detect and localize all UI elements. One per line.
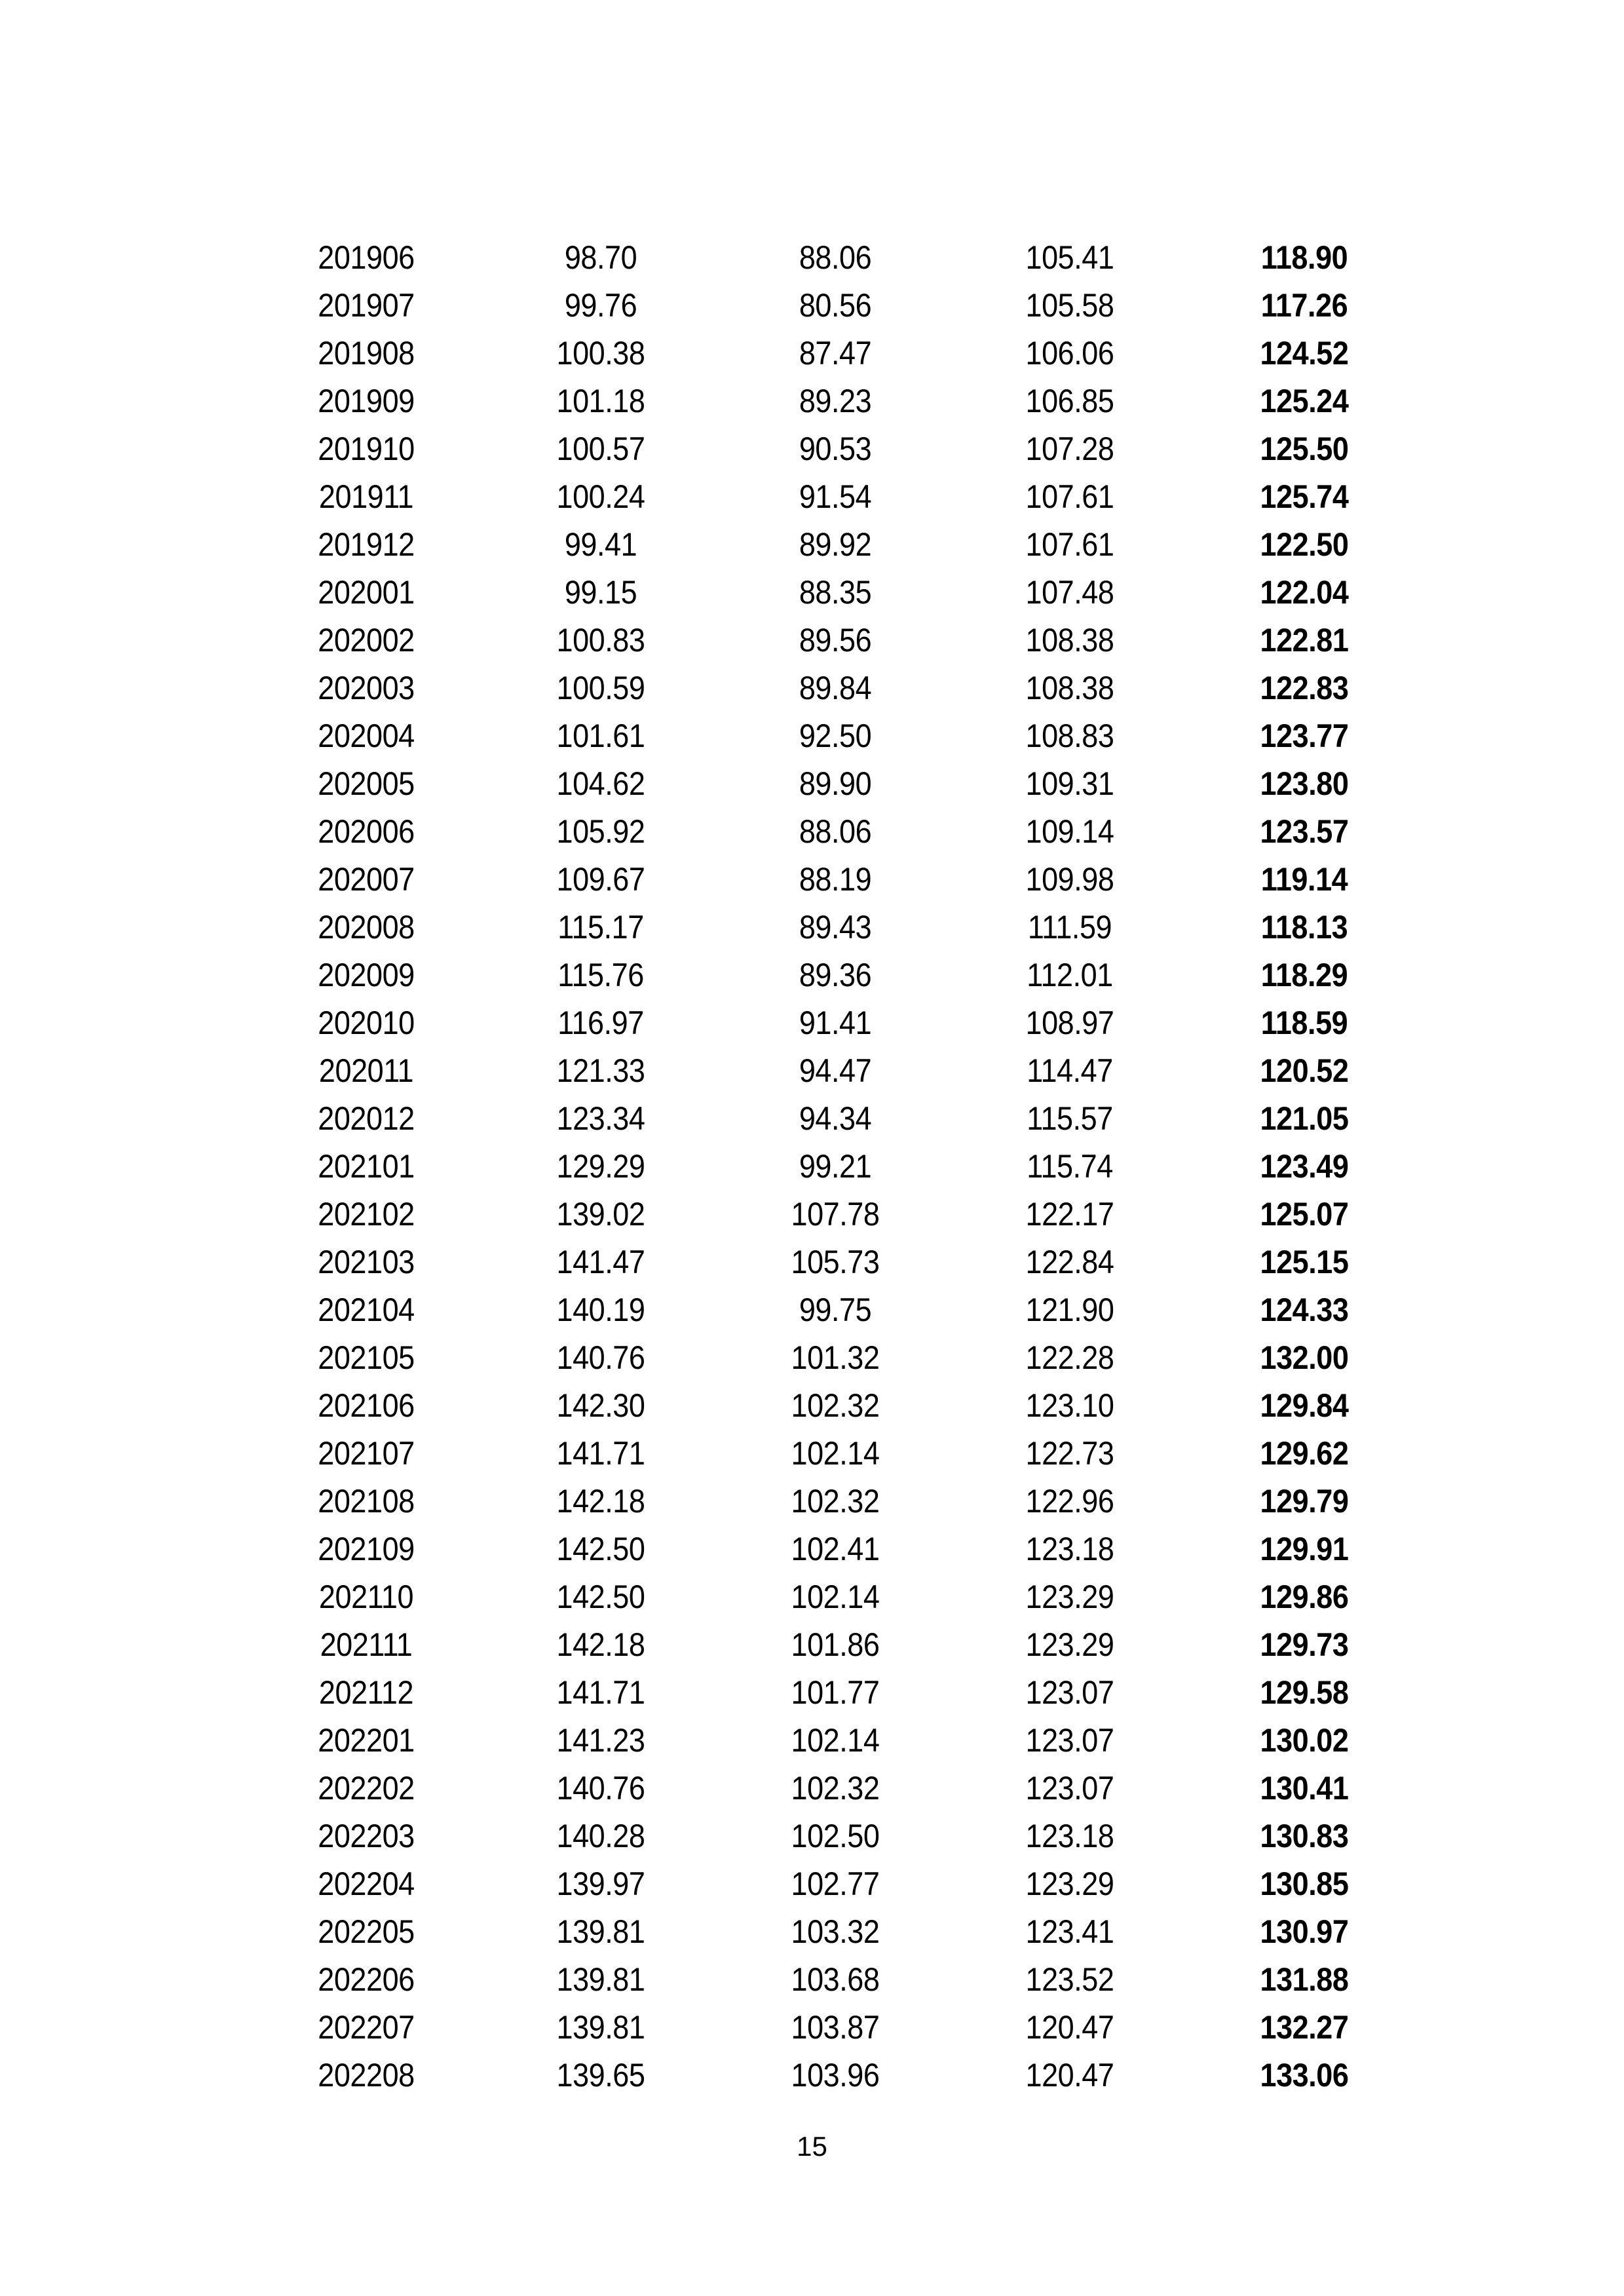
cell-value-3: 108.97: [1025, 1004, 1114, 1041]
cell-value-2: 102.50: [791, 1818, 880, 1854]
cell-value-1: 123.34: [556, 1100, 645, 1137]
cell-value-3: 109.14: [1025, 813, 1114, 850]
cell-value-3: 123.29: [1025, 1626, 1114, 1663]
cell-value-1: 115.17: [557, 909, 644, 946]
cell-value-4-bold: 125.15: [1260, 1244, 1349, 1280]
cell-value-3: 120.47: [1025, 2057, 1114, 2094]
table-row: [249, 1573, 1422, 1621]
cell-value-1: 100.83: [556, 622, 645, 659]
cell-value-1: 105.92: [556, 813, 645, 850]
cell-value-4-bold: 132.27: [1260, 2009, 1349, 2046]
table-row: [249, 1191, 1422, 1238]
cell-value-2: 88.06: [799, 813, 872, 850]
table-row: [249, 1478, 1422, 1525]
cell-value-3: 109.98: [1025, 861, 1114, 898]
cell-value-2: 102.14: [791, 1435, 880, 1472]
cell-period: 202104: [318, 1292, 415, 1328]
cell-value-2: 107.78: [791, 1196, 880, 1233]
table-row: [249, 1382, 1422, 1430]
cell-period: 202106: [318, 1387, 415, 1424]
cell-period: 201908: [318, 335, 415, 372]
cell-value-3: 114.47: [1027, 1052, 1113, 1089]
cell-period: 202107: [318, 1435, 415, 1472]
cell-value-3: 121.90: [1025, 1292, 1114, 1328]
cell-value-2: 103.87: [791, 2009, 880, 2046]
cell-value-3: 107.61: [1025, 478, 1114, 515]
cell-value-3: 115.74: [1027, 1148, 1113, 1185]
table-row: [249, 712, 1422, 760]
table-row: [249, 1334, 1422, 1382]
cell-value-2: 101.77: [791, 1674, 880, 1711]
cell-period: 202201: [318, 1722, 415, 1759]
cell-value-2: 94.34: [799, 1100, 872, 1137]
table-row: [249, 473, 1422, 521]
cell-value-3: 108.83: [1025, 718, 1114, 754]
table-row: [249, 2052, 1422, 2099]
cell-period: 202001: [318, 574, 415, 611]
cell-value-4-bold: 129.62: [1260, 1435, 1349, 1472]
cell-value-4-bold: 129.79: [1260, 1483, 1349, 1520]
table-row: [249, 808, 1422, 856]
cell-value-4-bold: 123.49: [1260, 1148, 1349, 1185]
cell-period: 202108: [318, 1483, 415, 1520]
cell-period: 202011: [318, 1052, 414, 1089]
cell-value-3: 123.18: [1025, 1818, 1114, 1854]
cell-period: 201912: [318, 526, 415, 563]
cell-value-3: 106.85: [1025, 383, 1114, 419]
cell-period: 202110: [318, 1578, 414, 1615]
cell-value-2: 88.35: [799, 574, 872, 611]
cell-value-2: 102.14: [791, 1722, 880, 1759]
cell-value-2: 87.47: [799, 335, 872, 372]
cell-value-2: 89.23: [799, 383, 872, 419]
cell-value-4-bold: 124.52: [1260, 335, 1349, 372]
table-row: [249, 377, 1422, 425]
cell-period: 202010: [318, 1004, 415, 1041]
cell-value-1: 142.50: [556, 1578, 645, 1615]
cell-period: 202009: [318, 957, 415, 993]
cell-value-2: 89.92: [799, 526, 872, 563]
cell-value-2: 92.50: [799, 718, 872, 754]
cell-value-3: 123.07: [1025, 1770, 1114, 1807]
cell-value-3: 109.31: [1025, 765, 1114, 802]
cell-value-1: 141.47: [556, 1244, 645, 1280]
cell-value-4-bold: 130.02: [1260, 1722, 1349, 1759]
cell-value-4-bold: 130.97: [1260, 1913, 1349, 1950]
table-row: [249, 569, 1422, 617]
table-row: [249, 856, 1422, 904]
cell-value-3: 111.59: [1027, 909, 1112, 946]
cell-value-4-bold: 129.58: [1260, 1674, 1349, 1711]
cell-value-2: 88.06: [799, 239, 872, 276]
cell-value-3: 123.07: [1025, 1722, 1114, 1759]
cell-value-4-bold: 122.83: [1260, 670, 1349, 706]
table-row: [249, 999, 1422, 1047]
table-row: [249, 1765, 1422, 1812]
cell-value-4-bold: 122.50: [1260, 526, 1349, 563]
cell-value-3: 122.84: [1025, 1244, 1114, 1280]
cell-value-2: 103.96: [791, 2057, 880, 2094]
cell-value-1: 142.18: [556, 1483, 645, 1520]
cell-value-2: 102.14: [791, 1578, 880, 1615]
cell-value-3: 107.48: [1025, 574, 1114, 611]
cell-value-3: 122.28: [1025, 1339, 1114, 1376]
cell-value-4-bold: 133.06: [1260, 2057, 1349, 2094]
table-row: [249, 1095, 1422, 1143]
cell-period: 202206: [318, 1961, 415, 1998]
cell-value-1: 141.71: [556, 1435, 645, 1472]
cell-period: 202101: [318, 1148, 415, 1185]
cell-value-4-bold: 117.26: [1260, 287, 1348, 324]
cell-period: 202012: [318, 1100, 415, 1137]
table-row: [249, 1717, 1422, 1765]
cell-value-2: 102.77: [791, 1866, 880, 1902]
table-row: [249, 521, 1422, 569]
table-row: [249, 1143, 1422, 1191]
cell-value-1: 100.57: [556, 430, 645, 467]
cell-period: 202007: [318, 861, 415, 898]
cell-value-3: 105.58: [1025, 287, 1114, 324]
cell-value-3: 108.38: [1025, 622, 1114, 659]
cell-period: 202109: [318, 1531, 415, 1567]
table-row: [249, 617, 1422, 664]
cell-value-4-bold: 124.33: [1260, 1292, 1349, 1328]
cell-value-1: 140.28: [556, 1818, 645, 1854]
table-row: [249, 1812, 1422, 1860]
cell-value-1: 101.18: [556, 383, 645, 419]
table-row: [249, 1525, 1422, 1573]
table-row: [249, 664, 1422, 712]
table-row: [249, 2004, 1422, 2052]
cell-value-3: 115.57: [1027, 1100, 1113, 1137]
table-row: [249, 1860, 1422, 1908]
cell-value-4-bold: 125.50: [1260, 430, 1349, 467]
cell-value-1: 142.30: [556, 1387, 645, 1424]
table-row: [249, 951, 1422, 999]
cell-period: 202105: [318, 1339, 415, 1376]
cell-value-3: 123.29: [1025, 1578, 1114, 1615]
cell-value-2: 103.68: [791, 1961, 880, 1998]
cell-value-4-bold: 125.24: [1260, 383, 1349, 419]
cell-value-3: 123.10: [1025, 1387, 1114, 1424]
cell-value-3: 106.06: [1025, 335, 1114, 372]
cell-value-1: 141.23: [556, 1722, 645, 1759]
cell-value-1: 104.62: [556, 765, 645, 802]
table-row: [249, 282, 1422, 330]
cell-period: 201907: [318, 287, 415, 324]
cell-period: 201910: [318, 430, 415, 467]
table-row: [249, 330, 1422, 377]
cell-value-3: 108.38: [1025, 670, 1114, 706]
cell-value-4-bold: 123.57: [1260, 813, 1349, 850]
cell-value-3: 105.41: [1025, 239, 1114, 276]
cell-value-1: 98.70: [564, 239, 637, 276]
cell-value-4-bold: 123.80: [1260, 765, 1349, 802]
cell-value-1: 140.76: [556, 1770, 645, 1807]
cell-value-4-bold: 118.59: [1260, 1004, 1348, 1041]
cell-period: 202003: [318, 670, 415, 706]
cell-value-3: 123.18: [1025, 1531, 1114, 1567]
cell-value-4-bold: 120.52: [1260, 1052, 1349, 1089]
cell-value-2: 88.19: [799, 861, 872, 898]
cell-value-2: 89.43: [799, 909, 872, 946]
cell-period: 201906: [318, 239, 415, 276]
table-row: [249, 1621, 1422, 1669]
cell-period: 202102: [318, 1196, 415, 1233]
cell-value-3: 120.47: [1025, 2009, 1114, 2046]
cell-period: 202002: [318, 622, 415, 659]
cell-value-2: 89.56: [799, 622, 872, 659]
cell-value-1: 109.67: [556, 861, 645, 898]
cell-value-4-bold: 130.41: [1260, 1770, 1349, 1807]
cell-value-3: 122.73: [1025, 1435, 1114, 1472]
cell-value-4-bold: 118.13: [1260, 909, 1348, 946]
cell-value-3: 107.61: [1025, 526, 1114, 563]
cell-value-4-bold: 121.05: [1260, 1100, 1349, 1137]
cell-value-3: 123.41: [1025, 1913, 1114, 1950]
cell-value-3: 123.07: [1025, 1674, 1114, 1711]
cell-value-2: 103.32: [791, 1913, 880, 1950]
cell-period: 202004: [318, 718, 415, 754]
cell-value-1: 101.61: [556, 718, 645, 754]
cell-value-2: 89.36: [799, 957, 872, 993]
cell-period: 202207: [318, 2009, 415, 2046]
cell-value-2: 94.47: [799, 1052, 872, 1089]
cell-value-2: 91.54: [799, 478, 872, 515]
table-row: [249, 425, 1422, 473]
cell-value-4-bold: 123.77: [1260, 718, 1349, 754]
table-row: [249, 1956, 1422, 2004]
cell-period: 202202: [318, 1770, 415, 1807]
table-row: [249, 1238, 1422, 1286]
cell-value-1: 142.18: [556, 1626, 645, 1663]
cell-value-4-bold: 122.04: [1260, 574, 1349, 611]
cell-value-2: 99.21: [799, 1148, 872, 1185]
table-row: [249, 1286, 1422, 1334]
cell-period: 202006: [318, 813, 415, 850]
cell-value-4-bold: 129.86: [1260, 1578, 1349, 1615]
cell-value-2: 89.90: [799, 765, 872, 802]
cell-value-4-bold: 122.81: [1260, 622, 1349, 659]
cell-period: 202103: [318, 1244, 415, 1280]
cell-value-4-bold: 119.14: [1260, 861, 1348, 898]
cell-value-2: 105.73: [791, 1244, 880, 1280]
cell-value-4-bold: 130.85: [1260, 1866, 1349, 1902]
cell-value-4-bold: 129.91: [1260, 1531, 1349, 1567]
cell-value-4-bold: 118.29: [1260, 957, 1348, 993]
cell-value-3: 123.52: [1025, 1961, 1114, 1998]
table-row: [249, 760, 1422, 808]
cell-value-1: 100.24: [556, 478, 645, 515]
table-row: [249, 1430, 1422, 1478]
cell-value-1: 141.71: [556, 1674, 645, 1711]
cell-period: 202008: [318, 909, 415, 946]
table-row: [249, 1047, 1422, 1095]
cell-value-2: 80.56: [799, 287, 872, 324]
cell-value-2: 102.32: [791, 1770, 880, 1807]
data-table: [249, 234, 1422, 2099]
cell-value-2: 102.41: [791, 1531, 880, 1567]
cell-value-2: 90.53: [799, 430, 872, 467]
cell-period: 201909: [318, 383, 415, 419]
table-row: [249, 234, 1422, 282]
cell-value-4-bold: 125.07: [1260, 1196, 1349, 1233]
cell-value-4-bold: 131.88: [1260, 1961, 1349, 1998]
cell-period: 202205: [318, 1913, 415, 1950]
cell-value-4-bold: 125.74: [1260, 478, 1349, 515]
cell-value-1: 99.76: [564, 287, 637, 324]
cell-value-3: 122.17: [1025, 1196, 1114, 1233]
cell-period: 202005: [318, 765, 415, 802]
cell-period: 202111: [320, 1626, 413, 1663]
cell-value-1: 129.29: [556, 1148, 645, 1185]
cell-value-1: 139.81: [556, 1913, 645, 1950]
cell-value-2: 91.41: [799, 1004, 872, 1041]
cell-value-2: 101.32: [791, 1339, 880, 1376]
cell-value-4-bold: 129.73: [1260, 1626, 1349, 1663]
cell-value-1: 139.02: [556, 1196, 645, 1233]
cell-value-1: 140.19: [556, 1292, 645, 1328]
cell-value-1: 142.50: [556, 1531, 645, 1567]
cell-value-3: 112.01: [1027, 957, 1113, 993]
cell-value-4-bold: 132.00: [1260, 1339, 1349, 1376]
cell-value-1: 116.97: [557, 1004, 644, 1041]
cell-value-1: 99.41: [564, 526, 637, 563]
cell-value-4-bold: 129.84: [1260, 1387, 1349, 1424]
cell-value-4-bold: 118.90: [1260, 239, 1348, 276]
cell-value-1: 100.59: [556, 670, 645, 706]
cell-value-2: 99.75: [799, 1292, 872, 1328]
cell-value-2: 102.32: [791, 1387, 880, 1424]
cell-value-1: 139.81: [556, 2009, 645, 2046]
page-number: 15: [797, 2131, 827, 2162]
cell-value-1: 99.15: [564, 574, 637, 611]
cell-value-3: 122.96: [1025, 1483, 1114, 1520]
table-row: [249, 904, 1422, 951]
cell-value-1: 139.81: [556, 1961, 645, 1998]
cell-value-2: 102.32: [791, 1483, 880, 1520]
cell-value-2: 89.84: [799, 670, 872, 706]
cell-period: 201911: [318, 478, 414, 515]
cell-value-2: 101.86: [791, 1626, 880, 1663]
cell-value-3: 107.28: [1025, 430, 1114, 467]
cell-value-3: 123.29: [1025, 1866, 1114, 1902]
cell-period: 202208: [318, 2057, 415, 2094]
cell-value-1: 115.76: [557, 957, 644, 993]
cell-value-1: 139.97: [556, 1866, 645, 1902]
table-row: [249, 1669, 1422, 1717]
cell-value-1: 121.33: [556, 1052, 645, 1089]
cell-value-4-bold: 130.83: [1260, 1818, 1349, 1854]
cell-value-1: 140.76: [556, 1339, 645, 1376]
cell-period: 202204: [318, 1866, 415, 1902]
cell-value-1: 100.38: [556, 335, 645, 372]
cell-period: 202112: [318, 1674, 414, 1711]
table-row: [249, 1908, 1422, 1956]
cell-period: 202203: [318, 1818, 415, 1854]
cell-value-1: 139.65: [556, 2057, 645, 2094]
